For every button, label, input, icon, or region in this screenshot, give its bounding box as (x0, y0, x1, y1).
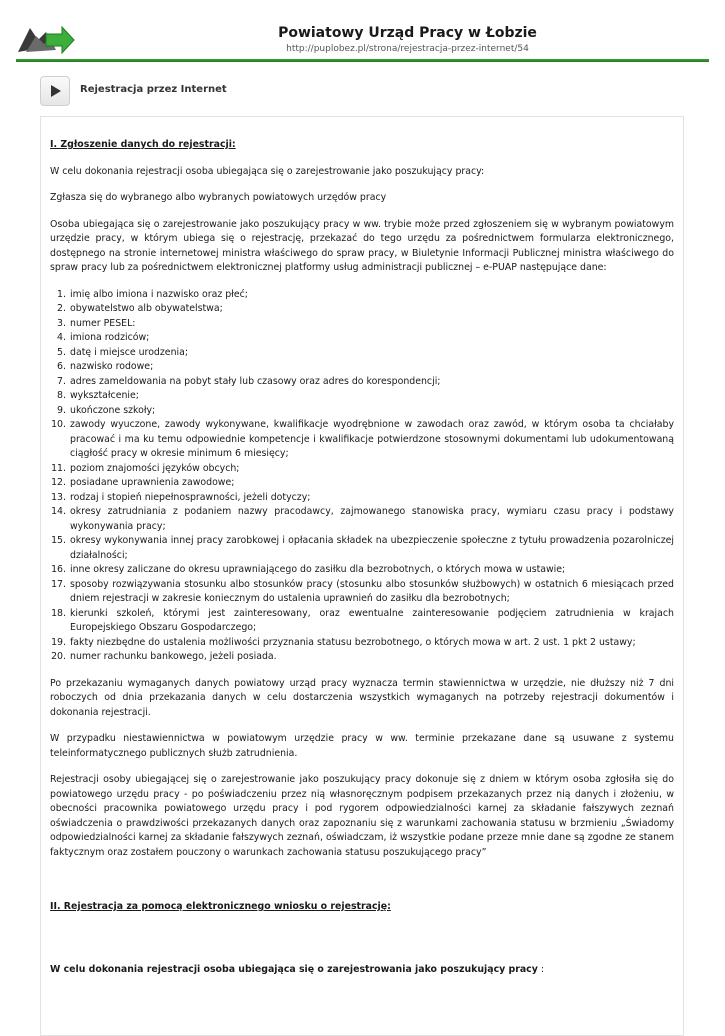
list-item-text: numer PESEL: (70, 317, 136, 329)
play-arrow-icon (40, 76, 70, 106)
paragraph-4: Po przekazaniu wymaganych danych powiatowy urząd pracy wyznacza termin stawiennictwa w urzędzie, nie dłuższy niż 7 dni roboczych od dnia przekazania danych w celu dostarczenia wszystkich wymaganych na potrzeby rejestracji dokumentów i dokonania rejestracji. (50, 677, 674, 718)
list-item-text: posiadane uprawnienia zawodowe; (70, 477, 235, 488)
paragraph-2: Zgłasza się do wybranego albo wybranych powiatowych urzędów pracy (50, 192, 387, 203)
list-item-number: 15. (51, 535, 66, 546)
list-item (50, 491, 674, 506)
list-item (50, 476, 674, 491)
list-item (50, 563, 674, 578)
list-item (50, 360, 674, 375)
list-item (50, 578, 674, 607)
list-item-text: obywatelstwo alb obywatelstwa; (70, 303, 223, 314)
list-item-number: 18. (51, 607, 66, 619)
list-item-text: nazwisko rodowe; (70, 361, 154, 372)
list-item (50, 534, 674, 563)
list-item-number: 17. (51, 578, 66, 590)
list-item-text: sposoby rozwiązywania stosunku albo stosunków pracy (stosunku albo stosunków służbowych) w ostatnich 6 miesiącach przed dniem rejestracji w zakresie koniecznym do ustalenia uprawnień do zasiłku dla bezrobotnych; (70, 578, 674, 604)
arrow-logo-icon[interactable] (16, 22, 76, 56)
list-item (50, 317, 674, 332)
list-item-number: 14. (51, 506, 66, 517)
list-item-text: imię albo imiona i nazwisko oraz płeć; (70, 288, 248, 300)
list-item-text: kierunki szkoleń, którymi jest zainteresowany, oraz ewentualne zainteresowanie podjęciem zatrudnienia w krajach Europejskiego Obszaru Gospodarczego; (70, 607, 674, 633)
list-item-text: wykształcenie; (70, 390, 139, 401)
list-item-text: zawody wyuczone, zawody wykonywane, kwalifikacje wyodrębnione w zawodach oraz zawód, w którym osoba ta chciałaby pracować i ma ku temu odpowiednie kompetencje i kwalifikacje potwierdzone stosownymi dokumentami lub udokumentowaną ciągłość pracy w okresie minimum 6 miesięcy; (70, 419, 674, 459)
site-url[interactable]: http://puplobez.pl/strona/rejestracja-przez-internet/54 (286, 44, 529, 54)
list-item-number: 7. (57, 375, 66, 387)
paragraph-6: Rejestracji osoby ubiegającej się o zarejestrowanie jako poszukujący pracy dokonuje się z dniem w którym osoba zgłosiła się do powiatowego urzędu pracy - po poświadczeniu przez nią własnoręcznym podpisem przekazanych przez nią danych i złożeniu, w obecności pracownika powiatowego urzędu pracy i pod rygorem odpowiedzialności karnej za składanie fałszywych zeznań oświadczenia o prawdziwości przekazanych danych oraz zapoznaniu się z warunkami zachowania statusu w brzmieniu „Świadomy odpowiedzialności karnej za składanie fałszywych zeznań, oświadczam, iż wszystkie podane przeze mnie dane są zgodne ze stanem faktycznym oraz zostałem pouczony o warunkach zachowania statusu poszukującego pracy” (50, 774, 674, 858)
list-item-number: 20. (51, 651, 66, 662)
list-item (50, 288, 674, 303)
list-item-number: 9. (57, 404, 66, 416)
list-item-number: 10. (51, 419, 66, 430)
site-title: Powiatowy Urząd Pracy w Łobzie (278, 25, 537, 41)
article-content (50, 138, 674, 989)
list-item (50, 607, 674, 636)
list-item (50, 462, 674, 477)
list-item-text: adres zameldowania na pobyt stały lub czasowy oraz adres do korespondencji; (70, 375, 441, 387)
list-item-number: 3. (57, 317, 66, 329)
list-item-number: 6. (57, 361, 66, 372)
paragraph-7-tail: : (537, 963, 544, 975)
list-item-text: inne okresy zaliczane do okresu uprawniającego do zasiłku dla bezrobotnych, o których mowa w ustawie; (70, 564, 566, 575)
list-item (50, 331, 674, 346)
required-data-list (50, 288, 674, 665)
list-item-number: 1. (57, 288, 66, 300)
list-item (50, 418, 674, 462)
paragraph-1: W celu dokonania rejestracji osoba ubiegająca się o zarejestrowanie jako poszukujący pracy: (50, 165, 485, 177)
list-item (50, 302, 674, 317)
paragraph-5: W przypadku niestawiennictwa w powiatowym urzędzie pracy w ww. terminie przekazane dane są usuwane z systemu teleinformatycznego publicznych służb zatrudnienia. (50, 733, 674, 759)
list-item-number: 11. (51, 462, 66, 474)
list-item (50, 375, 674, 390)
list-item (50, 389, 674, 404)
list-item-number: 19. (51, 636, 66, 648)
section-2-heading: II. Rejestracja za pomocą elektronicznego wniosku o rejestrację: (50, 901, 391, 912)
list-item-number: 5. (57, 346, 66, 358)
section-1-heading: I. Zgłoszenie danych do rejestracji: (50, 139, 236, 150)
page-title: Rejestracja przez Internet (80, 84, 227, 95)
paragraph-7 (50, 963, 674, 978)
list-item (50, 346, 674, 361)
header-divider (16, 59, 709, 62)
list-item-text: numer rachunku bankowego, jeżeli posiada. (70, 651, 277, 662)
site-header (0, 0, 725, 66)
list-item-number: 8. (57, 390, 66, 401)
list-item-text: imiona rodziców; (70, 332, 150, 343)
list-item-text: poziom znajomości języków obcych; (70, 462, 240, 474)
list-item-number: 13. (51, 491, 66, 503)
list-item (50, 650, 674, 665)
list-item-text: okresy wykonywania innej pracy zarobkowej i opłacania składek na ubezpieczenie społeczne z tytułu prowadzenia pozarolniczej działalności; (70, 535, 674, 561)
paragraph-3: Osoba ubiegająca się o zarejestrowanie jako poszukujący pracy w ww. trybie może przed zgłoszeniem się w wybranym powiatowym urzędzie pracy, w którym ubiega się o rejestrację, przekazać do tego urzędu za pośrednictwem formularza elektronicznego, dostępnego na stronie internetowej ministra właściwego do spraw pracy, w Biuletynie Informacji Publicznej ministra właściwego do spraw pracy lub za pośrednictwem elektronicznej platformy usług administracji publicznej – e-PUAP następujące dane: (50, 218, 674, 273)
list-item-text: rodzaj i stopień niepełnosprawności, jeżeli dotyczy; (70, 491, 311, 503)
list-item-number: 4. (57, 332, 66, 343)
list-item-text: okresy zatrudniania z podaniem nazwy pracodawcy, zajmowanego stanowiska pracy, wymiaru czasu pracy i podstawy wykonywania pracy; (70, 506, 674, 532)
paragraph-7-bold: W celu dokonania rejestracji osoba ubiegająca się o zarejestrowania jako poszukujący pracy (50, 963, 538, 975)
list-item (50, 636, 674, 651)
list-item-number: 16. (51, 564, 66, 575)
list-item-text: datę i miejsce urodzenia; (70, 346, 189, 358)
list-item (50, 505, 674, 534)
list-item-text: fakty niezbędne do ustalenia możliwości przyznania statusu bezrobotnego, o których mowa w art. 2 ust. 1 pkt 2 ustawy; (70, 636, 636, 648)
list-item-text: ukończone szkoły; (70, 404, 156, 416)
list-item (50, 404, 674, 419)
list-item-number: 12. (51, 477, 66, 488)
list-item-number: 2. (57, 303, 66, 314)
